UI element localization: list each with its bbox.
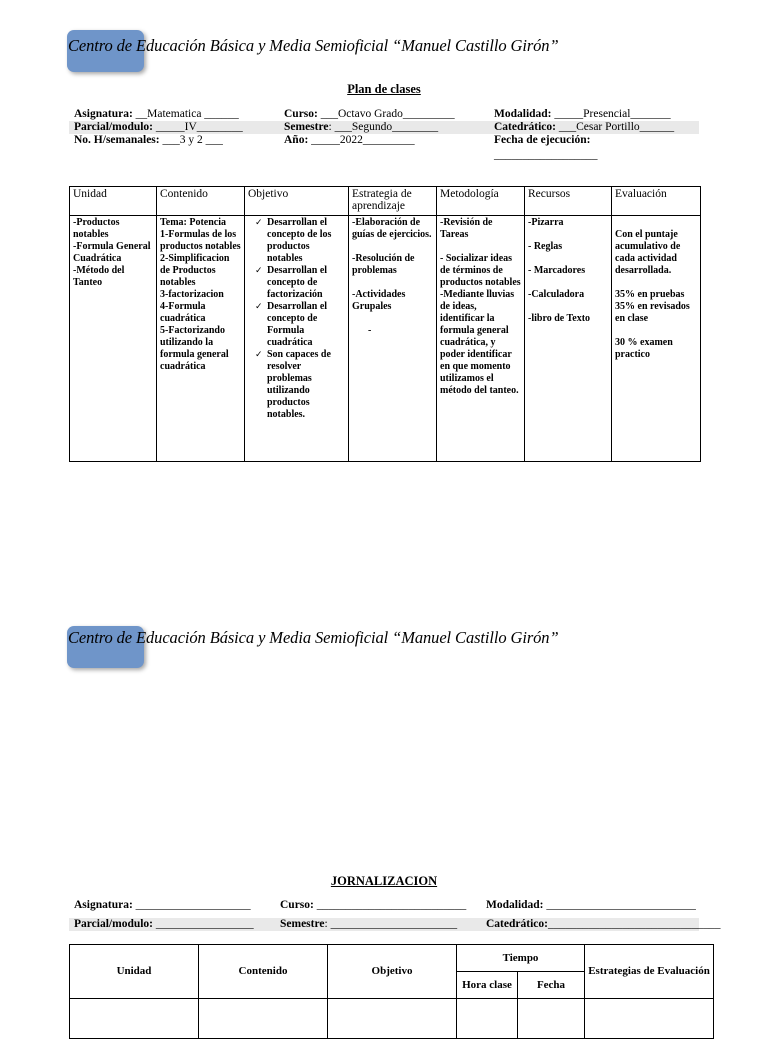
modalidad-field: Modalidad: _____Presencial_______: [494, 108, 671, 120]
header-metodologia: Metodología: [437, 187, 525, 216]
objetivo-item: ✓ Desarrollan el concepto de los productos notables: [255, 217, 332, 264]
recurso-item: - Reglas: [528, 241, 563, 252]
jorn-catedratico-field: Catedrático:______________________________: [486, 918, 721, 930]
plan-content-row: [70, 216, 701, 462]
plan-title: Plan de clases: [347, 82, 421, 96]
header-unidad: Unidad: [70, 187, 157, 216]
unidad-item: -Método del Tanteo: [73, 265, 125, 288]
cell-contenido: [157, 216, 245, 462]
unidad-item: -Productos notables: [73, 217, 120, 240]
jorn-cell: [199, 999, 328, 1039]
school-title: Centro de Educación Básica y Media Semioficial “Manuel Castillo Girón”: [68, 36, 559, 55]
cell-estrategia: [349, 216, 437, 462]
fecha-ejecucion-line: __________________: [494, 149, 598, 161]
contenido-item: 1-Formulas de los productos notables: [160, 229, 241, 252]
jornalizacion-title: JORNALIZACION: [330, 874, 438, 888]
evaluacion-item: 35% en pruebas 35% en revisados en clase: [615, 289, 690, 324]
horas-field: No. H/semanales: ___3 y 2 ___: [74, 134, 223, 146]
jorn-semestre-field: Semestre: ______________________: [280, 918, 458, 930]
objetivo-item: ✓ Desarrollan el concepto de Formula cuadrática: [255, 301, 328, 348]
recurso-item: -Calculadora: [528, 289, 585, 300]
unidad-item: -Formula General Cuadrática: [73, 241, 151, 264]
jorn-parcial-field: Parcial/modulo: _________________: [74, 918, 254, 930]
jorn-cell: [518, 999, 585, 1039]
recurso-item: -Pizarra: [528, 217, 564, 228]
jorn-asignatura-field: Asignatura: ____________________: [74, 899, 251, 911]
plan-header-row: [70, 187, 701, 216]
header-objetivo: Objetivo: [245, 187, 349, 216]
semestre-field: Semestre: ___Segundo________: [284, 121, 439, 133]
header-contenido: Contenido: [157, 187, 245, 216]
metodologia-item: - Socializar ideas de términos de productos notables: [440, 253, 521, 288]
jorn-header-row: [70, 945, 714, 972]
estrategia-item: -Actividades Grupales: [352, 289, 406, 312]
cell-metodologia: [437, 216, 525, 462]
jorn-cell: [457, 999, 518, 1039]
parcial-field: Parcial/modulo: _____IV________: [74, 121, 243, 133]
recurso-item: -libro de Texto: [528, 313, 591, 324]
jorn-header-contenido: Contenido: [199, 945, 328, 999]
metodologia-item: -Mediante lluvias de ideas, identificar la formula general cuadrática, y poder identificar en que momento utilizamos el método del tanteo.: [440, 289, 519, 396]
cell-objetivo: [245, 216, 349, 462]
jorn-header-estrategias: Estrategias de Evaluación: [585, 945, 714, 999]
asignatura-field: Asignatura: __Matematica ______: [74, 108, 239, 120]
header-estrategia: Estrategia de aprendizaje: [349, 187, 437, 216]
header-evaluacion: Evaluación: [612, 187, 701, 216]
recurso-item: - Marcadores: [528, 265, 586, 276]
jorn-cell: [70, 999, 199, 1039]
school-title: Centro de Educación Básica y Media Semioficial “Manuel Castillo Girón”: [68, 628, 559, 647]
checkmark-icon: ✓: [255, 218, 263, 228]
contenido-item: 5-Factorizando utilizando la formula general cuadrática: [160, 325, 229, 372]
contenido-item: 3-factorizacion: [160, 289, 224, 300]
plan-table: [69, 186, 701, 462]
page-jornalizacion: [0, 600, 768, 1024]
estrategia-item: -: [368, 325, 372, 336]
jorn-curso-field: Curso: __________________________: [280, 899, 467, 911]
header-recursos: Recursos: [525, 187, 612, 216]
metodologia-item: -Revisión de Tareas: [440, 217, 493, 240]
jorn-header-hora-clase: Hora clase: [457, 972, 518, 999]
jornalizacion-table: [69, 944, 714, 1039]
jorn-header-unidad: Unidad: [70, 945, 199, 999]
checkmark-icon: ✓: [255, 350, 263, 360]
estrategia-item: -Elaboración de guías de ejercicios.: [352, 217, 432, 240]
evaluacion-item: 30 % examen practico: [615, 337, 673, 360]
contenido-item: Tema: Potencia: [160, 217, 227, 228]
objetivo-list: [255, 217, 345, 421]
cell-evaluacion: [612, 216, 701, 462]
jorn-cell: [328, 999, 457, 1039]
catedratico-field: Catedrático: ___Cesar Portillo______: [494, 121, 675, 133]
contenido-item: 2-Simplificacion de Productos notables: [160, 253, 230, 288]
objetivo-item: ✓ Desarrollan el concepto de factorización: [255, 265, 328, 300]
jorn-cell: [585, 999, 714, 1039]
evaluacion-item: Con el puntaje acumulativo de cada actividad desarrollada.: [615, 229, 681, 276]
cell-unidad: [70, 216, 157, 462]
jorn-empty-row: [70, 999, 714, 1039]
objetivo-item: ✓ Son capaces de resolver problemas utilizando productos notables.: [255, 349, 331, 420]
estrategia-item: -Resolución de problemas: [352, 253, 415, 276]
anio-field: Año: _____2022_________: [284, 134, 415, 146]
fecha-ejecucion-field: Fecha de ejecución:: [494, 134, 591, 146]
jorn-header-fecha: Fecha: [518, 972, 585, 999]
checkmark-icon: ✓: [255, 266, 263, 276]
jorn-header-tiempo: Tiempo: [457, 945, 585, 972]
checkmark-icon: ✓: [255, 302, 263, 312]
jorn-header-objetivo: Objetivo: [328, 945, 457, 999]
cell-recursos: [525, 216, 612, 462]
curso-field: Curso: ___Octavo Grado_________: [284, 108, 455, 120]
contenido-item: 4-Formula cuadrática: [160, 301, 206, 324]
jorn-modalidad-field: Modalidad: __________________________: [486, 899, 696, 911]
